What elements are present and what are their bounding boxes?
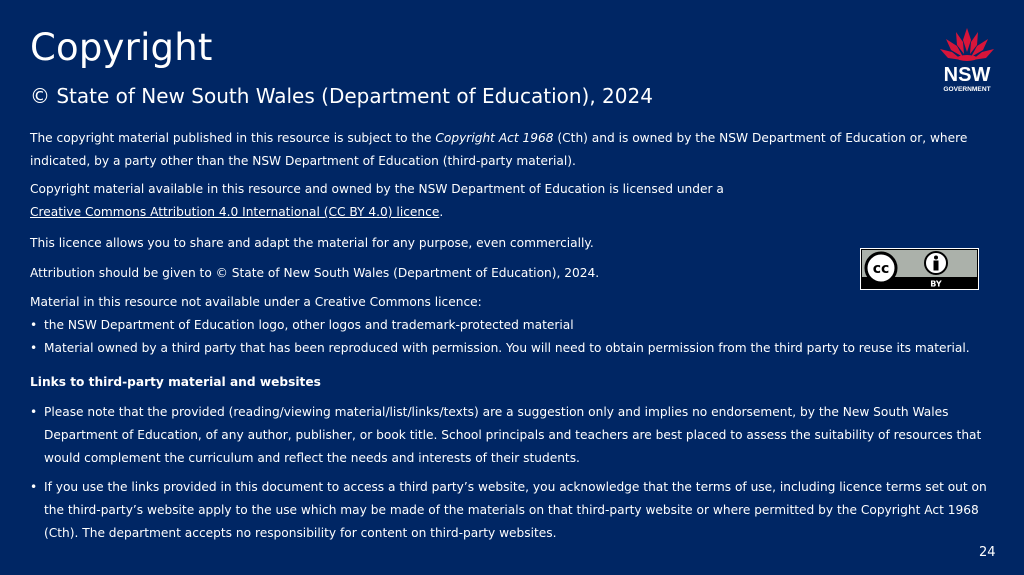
copyright-subtitle: © State of New South Wales (Department of Education), 2024 [30,84,653,108]
list-item: • the NSW Department of Education logo, other logos and trademark-protected material [30,314,990,337]
licence-paragraph: Copyright material available in this resource and owned by the NSW Department of Education is licensed under a Creative Commons Attribution 4.0 International (CC BY 4.0) licence. [30,182,724,219]
svg-text:cc: cc [872,261,890,277]
copyright-paragraph: The copyright material published in this resource is subject to the Copyright Act 1968 (Cth) and is owned by the NSW Department of Education or, where indicated, by a party other than the NSW Department of Education (third-party material). [30,131,968,168]
third-party-list [30,401,990,545]
cc-licence-link[interactable]: Creative Commons Attribution 4.0 International (CC BY 4.0) licence [30,205,440,219]
logo-subtext: GOVERNMENT [943,86,991,93]
list-item: • Please note that the provided (reading/viewing material/list/links/texts) are a suggestion only and implies no endorsement, by the New South Wales Department of Education, of any author, publisher, or book title. School principals and teachers are best placed to assess the suitability of resources that would complement the curriculum and reflect the needs and interests of their students. [30,401,990,470]
list-item: • Material owned by a third party that has been reproduced with permission. You will need to obtain permission from the third party to reuse its material. [30,337,990,360]
attribution-text: Attribution should be given to © State of New South Wales (Department of Education), 2024. [30,266,600,280]
page-number: 24 [979,545,996,560]
act-title: Copyright Act 1968 [435,131,554,145]
logo-wordmark: NSW [943,64,991,86]
licence-allows-text: This licence allows you to share and adapt the material for any purpose, even commercially. [30,236,594,250]
list-item: • If you use the links provided in this document to access a third party’s website, you acknowledge that the terms of use, including licence terms set out on the third-party’s website apply to the use which may be made of the materials on that third-party website or where permitted by the Copyright Act 1968 (Cth). The department accepts no responsibility for content on third-party websites. [30,476,990,545]
cc-icon [866,253,896,283]
nsw-government-logo [936,26,998,96]
page-title: Copyright [30,26,213,69]
cc-by-licence-icon [860,248,979,290]
waratah-icon [940,28,994,61]
copyright-content [30,127,990,551]
attribution-person-icon [925,252,947,274]
third-party-heading: Links to third-party material and websites [30,375,321,389]
not-cc-intro: Material in this resource not available under a Creative Commons licence: [30,295,482,309]
by-label: BY [930,279,942,289]
not-cc-list [30,314,990,360]
